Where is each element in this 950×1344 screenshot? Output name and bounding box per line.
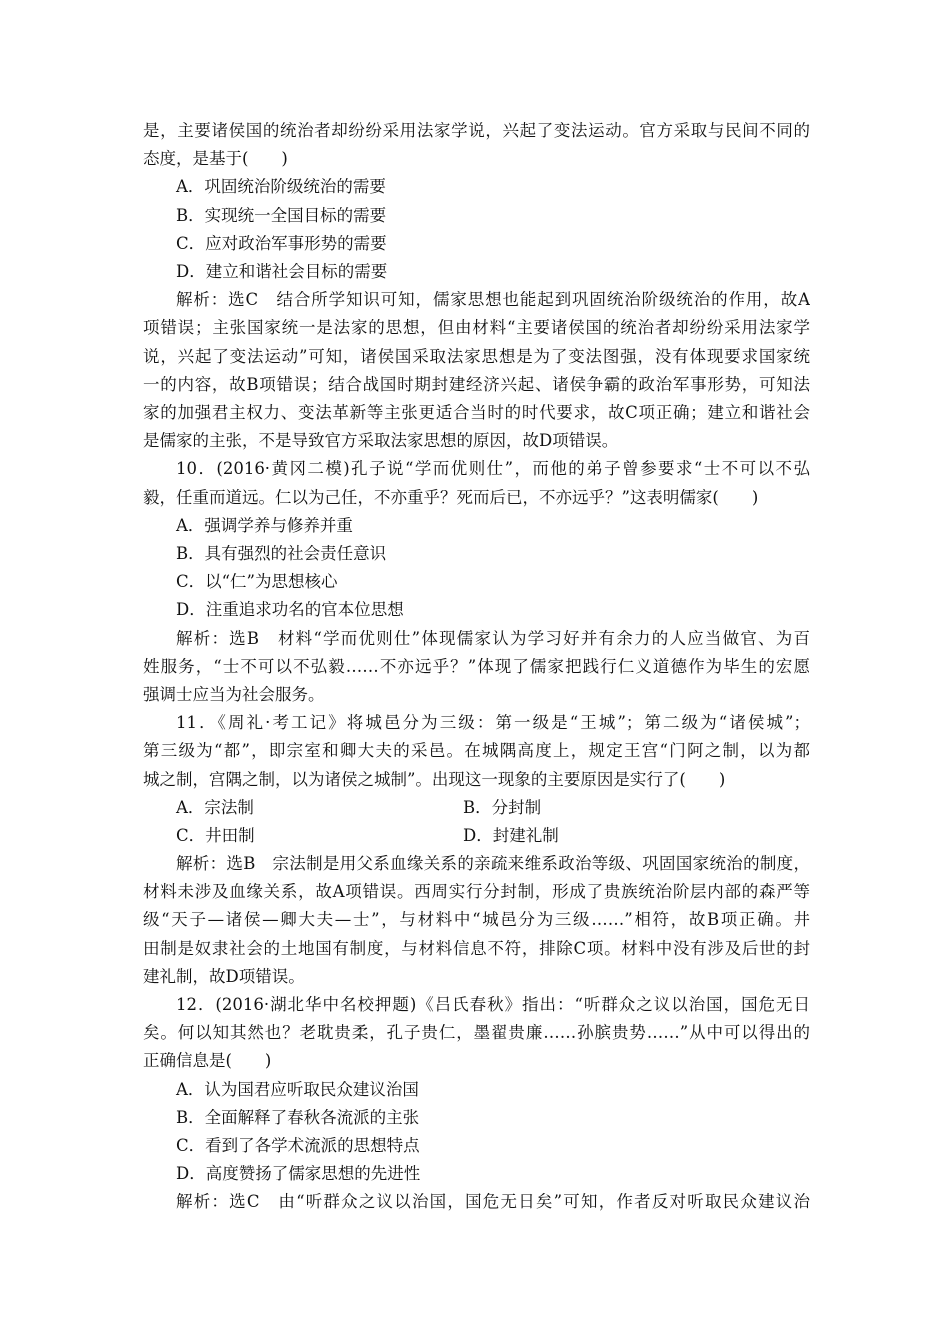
q9-stem-line: 态度，是基于( ) (143, 149, 288, 169)
question-10 (143, 455, 810, 709)
document-page (143, 117, 810, 1217)
q10-analysis-line: 解析：选B 材料“学而优则仕”体现儒家认为学习好并有余力的人应当做官、为百 (176, 628, 810, 648)
q10-option-d: D．注重追求功名的官本位思想 (176, 600, 404, 620)
q10-option-a: A．强调学养与修养并重 (176, 515, 353, 535)
q12-option-d: D．高度赞扬了儒家思想的先进性 (176, 1164, 421, 1184)
q10-analysis-line: 强调士应当为社会服务。 (143, 684, 325, 704)
q12-stem-line: 12．(2016·湖北华中名校押题)《吕氏春秋》指出：“听群众之议以治国，国危无日 (176, 995, 810, 1015)
q11-stem-line: 城之制，宫隅之制，以为诸侯之城制”。出现这一现象的主要原因是实行了( ) (143, 769, 726, 789)
q11-analysis-line: 级“天子—诸侯—卿大夫—士”，与材料中“城邑分为三级……”相符，故B项正确。井 (143, 910, 810, 930)
q10-stem-line: 毅，任重而道远。仁以为己任，不亦重乎？死而后已，不亦远乎？”这表明儒家( ) (143, 487, 759, 507)
q9-analysis-line: 解析：选C 结合所学知识可知，儒家思想也能起到巩固统治阶级统治的作用，故A (176, 290, 810, 310)
q9-analysis-line: 家的加强君主权力、变法革新等主张更适合当时的时代要求，故C项正确；建立和谐社会 (143, 402, 810, 422)
q9-option-d: D．建立和谐社会目标的需要 (176, 262, 388, 281)
q10-analysis-line: 姓服务，“士不可以不弘毅……不亦远乎？”体现了儒家把践行仁义道德作为毕生的宏愿 (143, 656, 810, 676)
q9-option-a: A．巩固统治阶级统治的需要 (176, 177, 386, 197)
q11-analysis-line: 解析：选B 宗法制是用父系血缘关系的亲疏来维系政治等级、巩固国家统治的制度， (176, 854, 810, 874)
q11-stem-line: 11．《周礼·考工记》将城邑分为三级：第一级是“王城”；第二级为“诸侯城”； (176, 713, 810, 733)
q10-option-b: B．具有强烈的社会责任意识 (176, 543, 387, 563)
q10-stem-line: 10．(2016·黄冈二模)孔子说“学而优则仕”，而他的弟子曾参要求“士不可以不弘 (176, 459, 810, 479)
q11-option-a: A．宗法制 (176, 797, 254, 817)
question-12 (143, 991, 810, 1217)
q11-option-c: C．井田制 (176, 825, 255, 845)
q11-analysis-line: 建礼制，故D项错误。 (143, 966, 305, 986)
q11-option-d: D．封建礼制 (463, 825, 559, 845)
q12-option-a: A．认为国君应听取民众建议治国 (176, 1079, 419, 1099)
q11-stem-line: 第三级为“都”，即宗室和卿大夫的采邑。在城隅高度上，规定王宫“门阿之制，以为都 (143, 741, 810, 761)
q12-stem-line: 正确信息是( ) (143, 1051, 272, 1071)
q9-option-c: C．应对政治军事形势的需要 (176, 233, 387, 253)
q12-stem-line: 矣。何以知其然也？老耽贵柔，孔子贵仁，墨翟贵廉……孙膑贵势……”从中可以得出的 (143, 1023, 810, 1043)
q11-analysis-line: 田制是奴隶社会的土地国有制度，与材料信息不符，排除C项。材料中没有涉及后世的封 (143, 938, 810, 958)
q11-options-row (143, 794, 810, 822)
q11-option-b: B．分封制 (463, 797, 542, 817)
q9-stem-line: 是，主要诸侯国的统治者却纷纷采用法家学说，兴起了变法运动。官方采取与民间不同的 (143, 121, 810, 140)
q12-option-c: C．看到了各学术流派的思想特点 (176, 1136, 420, 1156)
question-9 (143, 117, 810, 455)
q10-option-c: C．以“仁”为思想核心 (176, 572, 338, 592)
q9-analysis-line: 项错误；主张国家统一是法家的思想，但由材料“主要诸侯国的统治者却纷纷采用法家学 (143, 318, 810, 338)
q9-option-b: B．实现统一全国目标的需要 (176, 205, 387, 225)
q11-analysis-line: 材料未涉及血缘关系，故A项错误。西周实行分封制，形成了贵族统治阶层内部的森严等 (143, 882, 810, 902)
q9-analysis-line: 说，兴起了变法运动”可知，诸侯国采取法家思想是为了变法图强，没有体现要求国家统 (143, 346, 810, 366)
q11-options-row (143, 822, 810, 850)
q9-analysis-line: 是儒家的主张，不是导致官方采取法家思想的原因，故D项错误。 (143, 431, 619, 451)
q9-analysis-line: 一的内容，故B项错误；结合战国时期封建经济兴起、诸侯争霸的政治军事形势，可知法 (143, 374, 810, 394)
question-11 (143, 709, 810, 991)
q12-option-b: B．全面解释了春秋各流派的主张 (176, 1107, 420, 1127)
q12-analysis-line: 解析：选C 由“听群众之议以治国，国危无日矣”可知，作者反对听取民众建议治 (176, 1192, 810, 1212)
